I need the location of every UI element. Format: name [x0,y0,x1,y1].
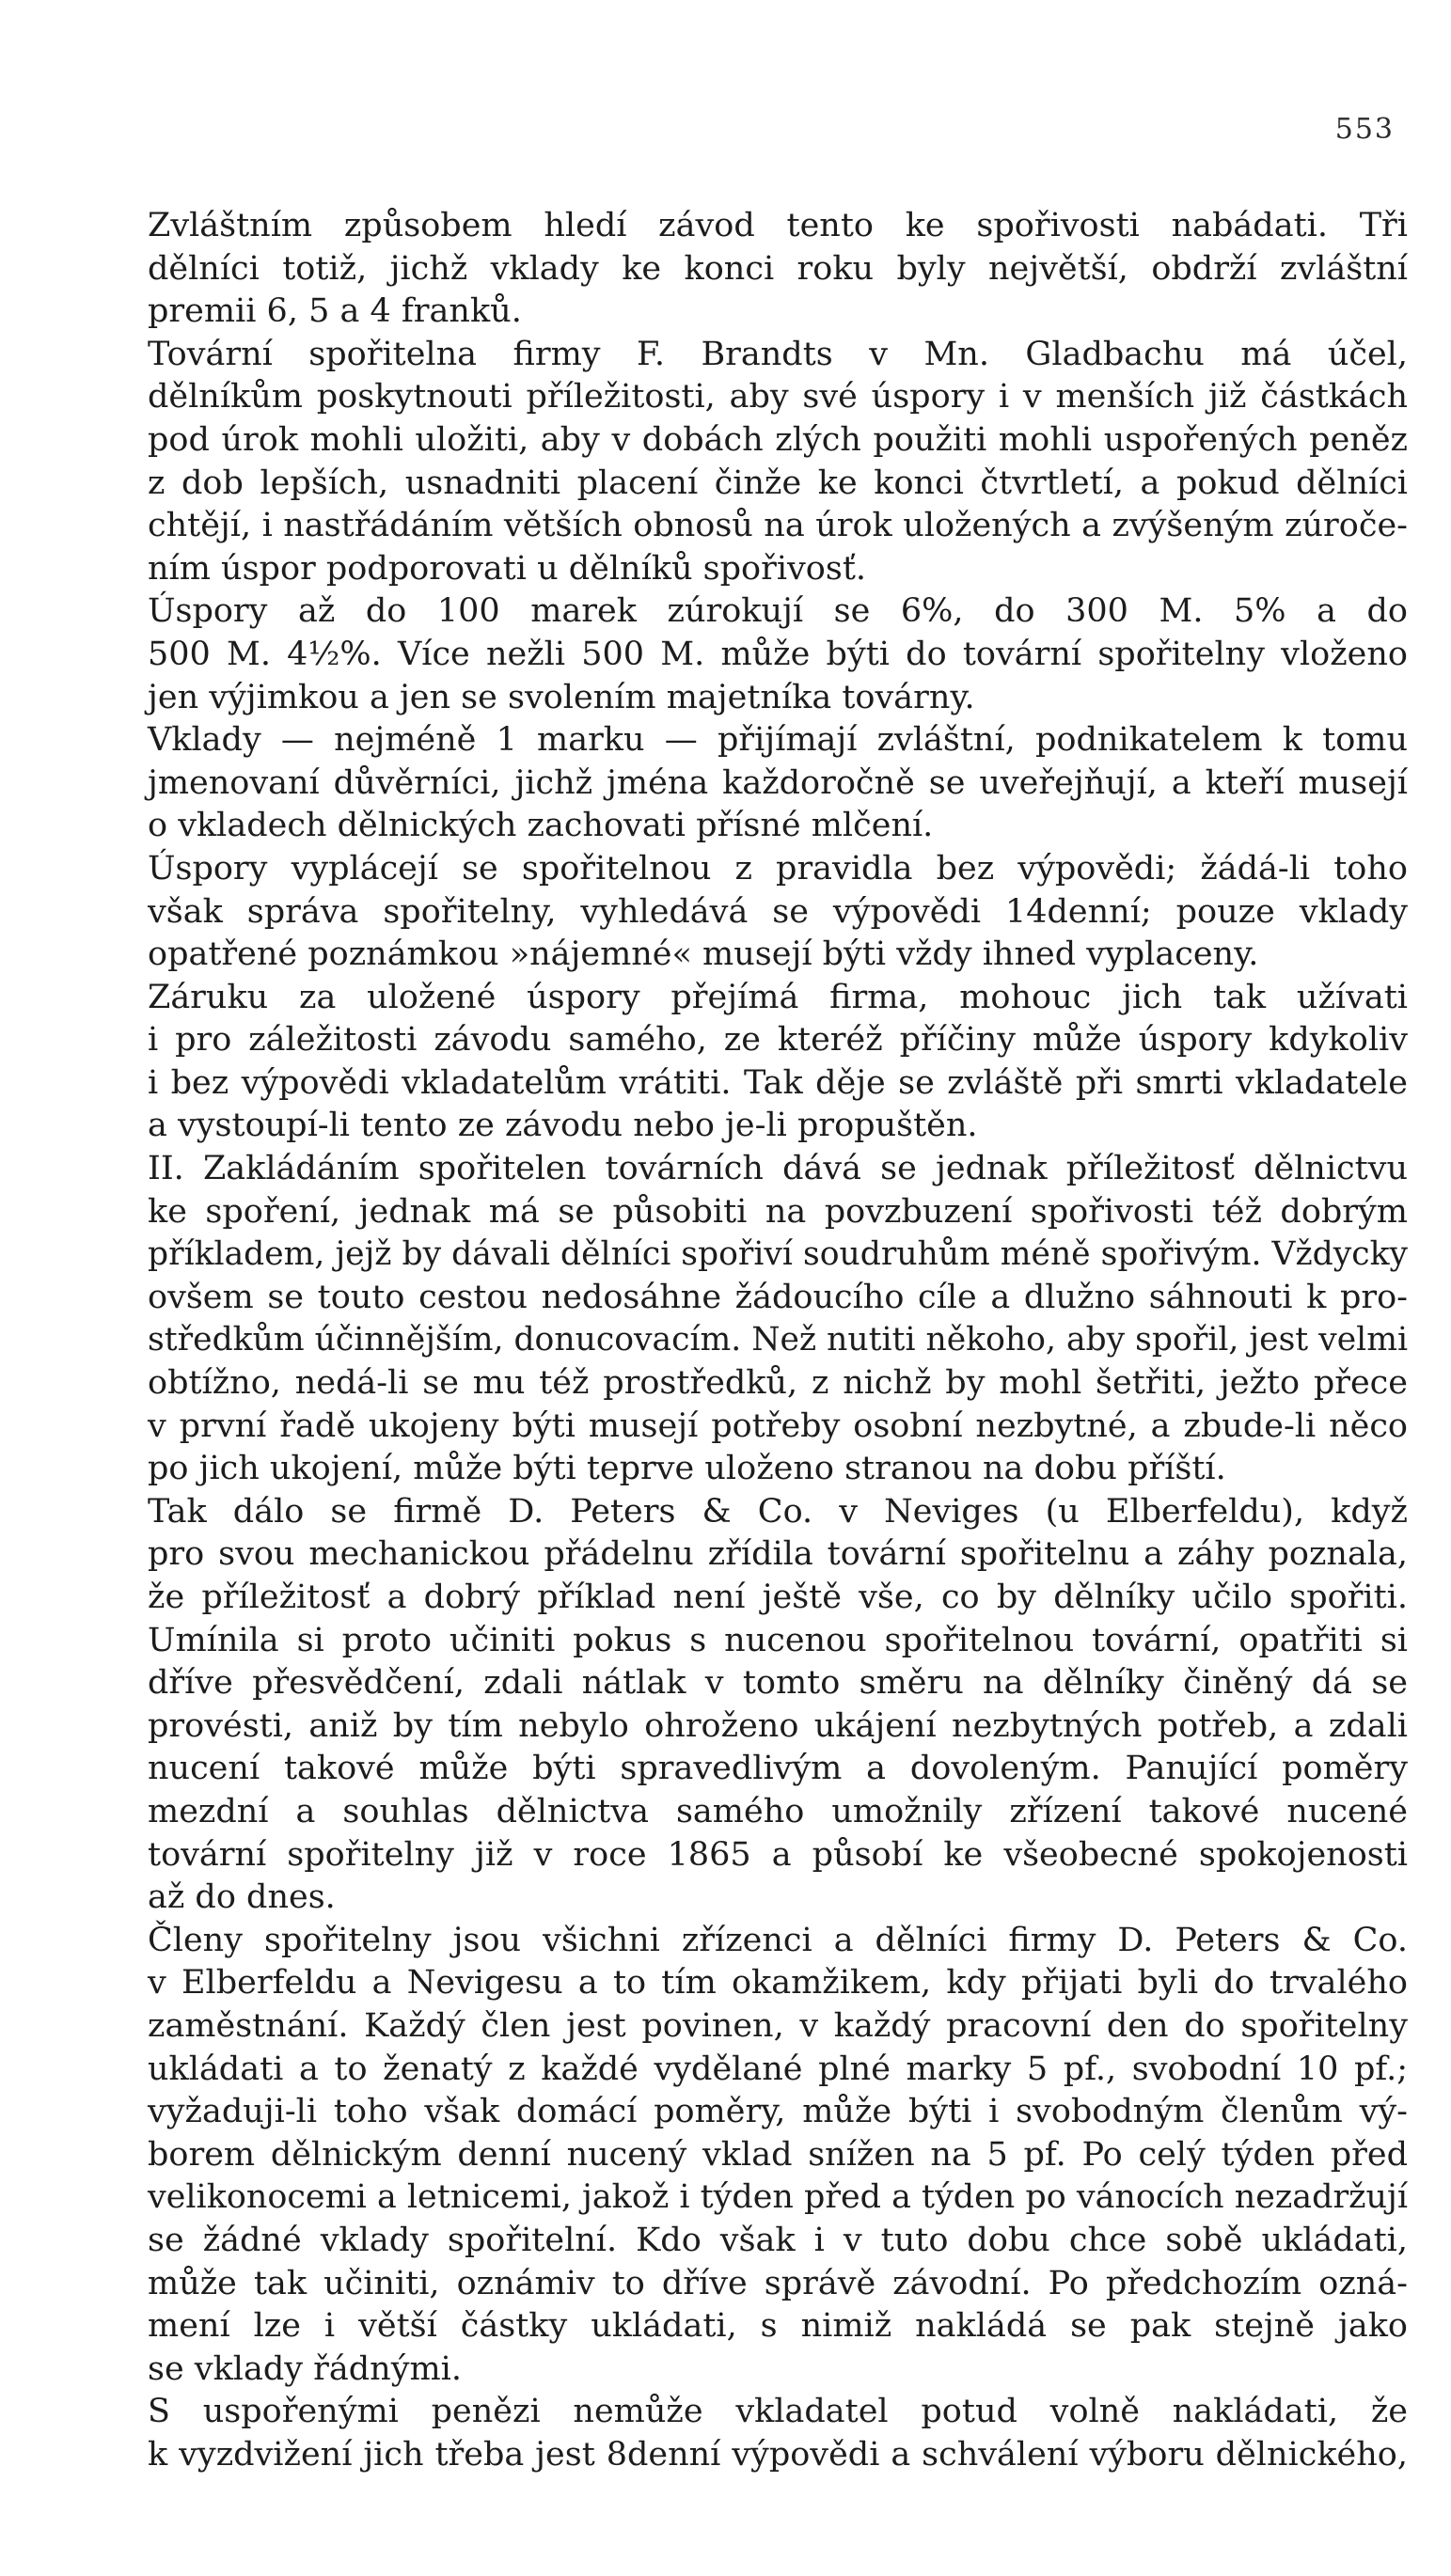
text-line: k vyzdvižení jich třeba jest 8denní výpovědi a schválení výboru dělnického, [148,2435,1408,2474]
text-line: pod úrok mohli uložiti, aby v dobách zlých použiti mohli uspořených peněz [148,420,1408,459]
text-line: Tak dálo se firmě D. Peters & Co. v Neviges (u Elberfeldu), když [148,1492,1408,1531]
text-line: dělníkům poskytnouti příležitosti, aby své úspory i v menších již částkách [148,378,1408,416]
text-line: po jich ukojení, může býti teprve uloženo stranou na dobu příští. [148,1450,1226,1488]
text-line: borem dělnickým denní nucený vklad snížen na 5 pf. Po celý týden před [148,2135,1408,2174]
text-line: obtížno, nedá-li se mu též prostředků, z nichž by mohl šetřiti, ježto přece [148,1364,1408,1403]
text-line: vyžaduji-li toho však domácí poměry, může býti i svobodným členům vý- [148,2093,1408,2131]
text-line: provésti, aniž by tím nebylo ohroženo ukájení nezbytných potřeb, a zdali [148,1706,1408,1745]
text-line: ovšem se touto cestou nedosáhne žádoucího cíle a dlužno sáhnouti k pro- [148,1278,1408,1316]
body-text [148,205,1408,2476]
page-number: 553 [1334,113,1395,146]
text-line: jmenovaní důvěrníci, jichž jména každoročně se uveřejňují, a kteří musejí [148,763,1408,802]
text-line: může tak učiniti, oznámiv to dříve správě závodní. Po předchozím ozná- [148,2264,1408,2302]
text-line: II. Zakládáním spořitelen továrních dává se jednak příležitosť dělnictvu [148,1150,1408,1188]
text-line: Záruku za uložené úspory přejímá firma, mohouc jich tak užívati [148,978,1408,1016]
text-line: tovární spořitelny již v roce 1865 a působí ke všeobecné spokojenosti [148,1835,1408,1874]
text-line: se vklady řádnými. [148,2349,462,2388]
text-line: i bez výpovědi vkladatelům vrátiti. Tak děje se zvláště při smrti vkladatele [148,1063,1408,1102]
text-line: příkladem, jejž by dávali dělníci spořiví soudruhům méně spořivým. Vždycky [148,1235,1408,1274]
text-line: Členy spořitelny jsou všichni zřízenci a dělníci firmy D. Peters & Co. [148,1921,1408,1959]
text-line: S uspořenými penězi nemůže vkladatel potud volně nakládati, že [148,2393,1408,2431]
text-line: Úspory vyplácejí se spořitelnou z pravidla bez výpovědi; žádá-li toho [148,849,1408,887]
text-line: zaměstnání. Každý člen jest povinen, v každý pracovní den do spořitelny [148,2006,1408,2045]
text-line: opatřené poznámkou »nájemné« musejí býti vždy ihned vyplaceny. [148,935,1259,974]
text-line: i pro záležitosti závodu samého, ze kteréž příčiny může úspory kdykoliv [148,1021,1408,1060]
text-line: premii 6, 5 a 4 franků. [148,292,522,331]
text-line: o vkladech dělnických zachovati přísné mlčení. [148,807,934,845]
text-line: však správa spořitelny, vyhledává se výpovědi 14denní; pouze vklady [148,892,1408,931]
text-line: se žádné vklady spořitelní. Kdo však i v tuto dobu chce sobě ukládati, [148,2221,1408,2259]
text-line: velikonocemi a letnicemi, jakož i týden před a týden po vánocích nezadržují [148,2178,1408,2217]
text-line: dělníci totiž, jichž vklady ke konci roku byly největší, obdrží zvláštní [148,249,1408,288]
text-line: v první řadě ukojeny býti musejí potřeby osobní nezbytné, a zbude-li něco [148,1406,1408,1445]
text-line: nucení takové může býti spravedlivým a dovoleným. Panující poměry [148,1750,1408,1788]
text-line: Vklady — nejméně 1 marku — přijímají zvláštní, podnikatelem k tomu [148,721,1408,760]
text-line: pro svou mechanickou přádelnu zřídila tovární spořitelnu a záhy poznala, [148,1535,1408,1574]
text-line: až do dnes. [148,1878,336,1917]
text-line: a vystoupí-li tento ze závodu nebo je-li propuštěn. [148,1107,978,1145]
text-line: chtějí, i nastřádáním větších obnosů na úrok uložených a zvýšeným zúroče- [148,507,1408,545]
text-line: ke spoření, jednak má se působiti na povzbuzení spořivosti též dobrým [148,1192,1408,1231]
text-line: Zvláštním způsobem hledí závod tento ke spořivosti nabádati. Tři [148,207,1408,244]
text-line: Tovární spořitelna firmy F. Brandts v Mn. Gladbachu má účel, [148,335,1408,373]
text-line: ukládati a to ženatý z každé vydělané plné marky 5 pf., svobodní 10 pf.; [148,2050,1408,2088]
text-line: ním úspor podporovati u dělníků spořivosť. [148,549,867,588]
text-line: Umínila si proto učiniti pokus s nucenou spořitelnou tovární, opatřiti si [148,1621,1408,1659]
text-line: 500 M. 4½%. Více nežli 500 M. může býti do tovární spořitelny vloženo [148,635,1408,673]
text-line: mení lze i větší částky ukládati, s nimiž nakládá se pak stejně jako [148,2307,1408,2346]
text-line: jen výjimkou a jen se svolením majetníka továrny. [148,678,975,716]
text-line: středkům účinnějším, donucovacím. Než nutiti někoho, aby spořil, jest velmi [148,1321,1408,1359]
text-line: v Elberfeldu a Nevigesu a to tím okamžikem, kdy přijati byli do trvalého [148,1964,1408,2003]
text-line: Úspory až do 100 marek zúrokují se 6%, do 300 M. 5% a do [148,592,1408,631]
text-line: mezdní a souhlas dělnictva samého umožnily zřízení takové nucené [148,1792,1408,1830]
text-line: z dob lepších, usnadniti placení činže ke konci čtvrtletí, a pokud dělníci [148,463,1408,502]
text-line: dříve přesvědčení, zdali nátlak v tomto směru na dělníky činěný dá se [148,1664,1408,1703]
text-line: že příležitosť a dobrý příklad není ještě vše, co by dělníky učilo spořiti. [148,1579,1408,1616]
